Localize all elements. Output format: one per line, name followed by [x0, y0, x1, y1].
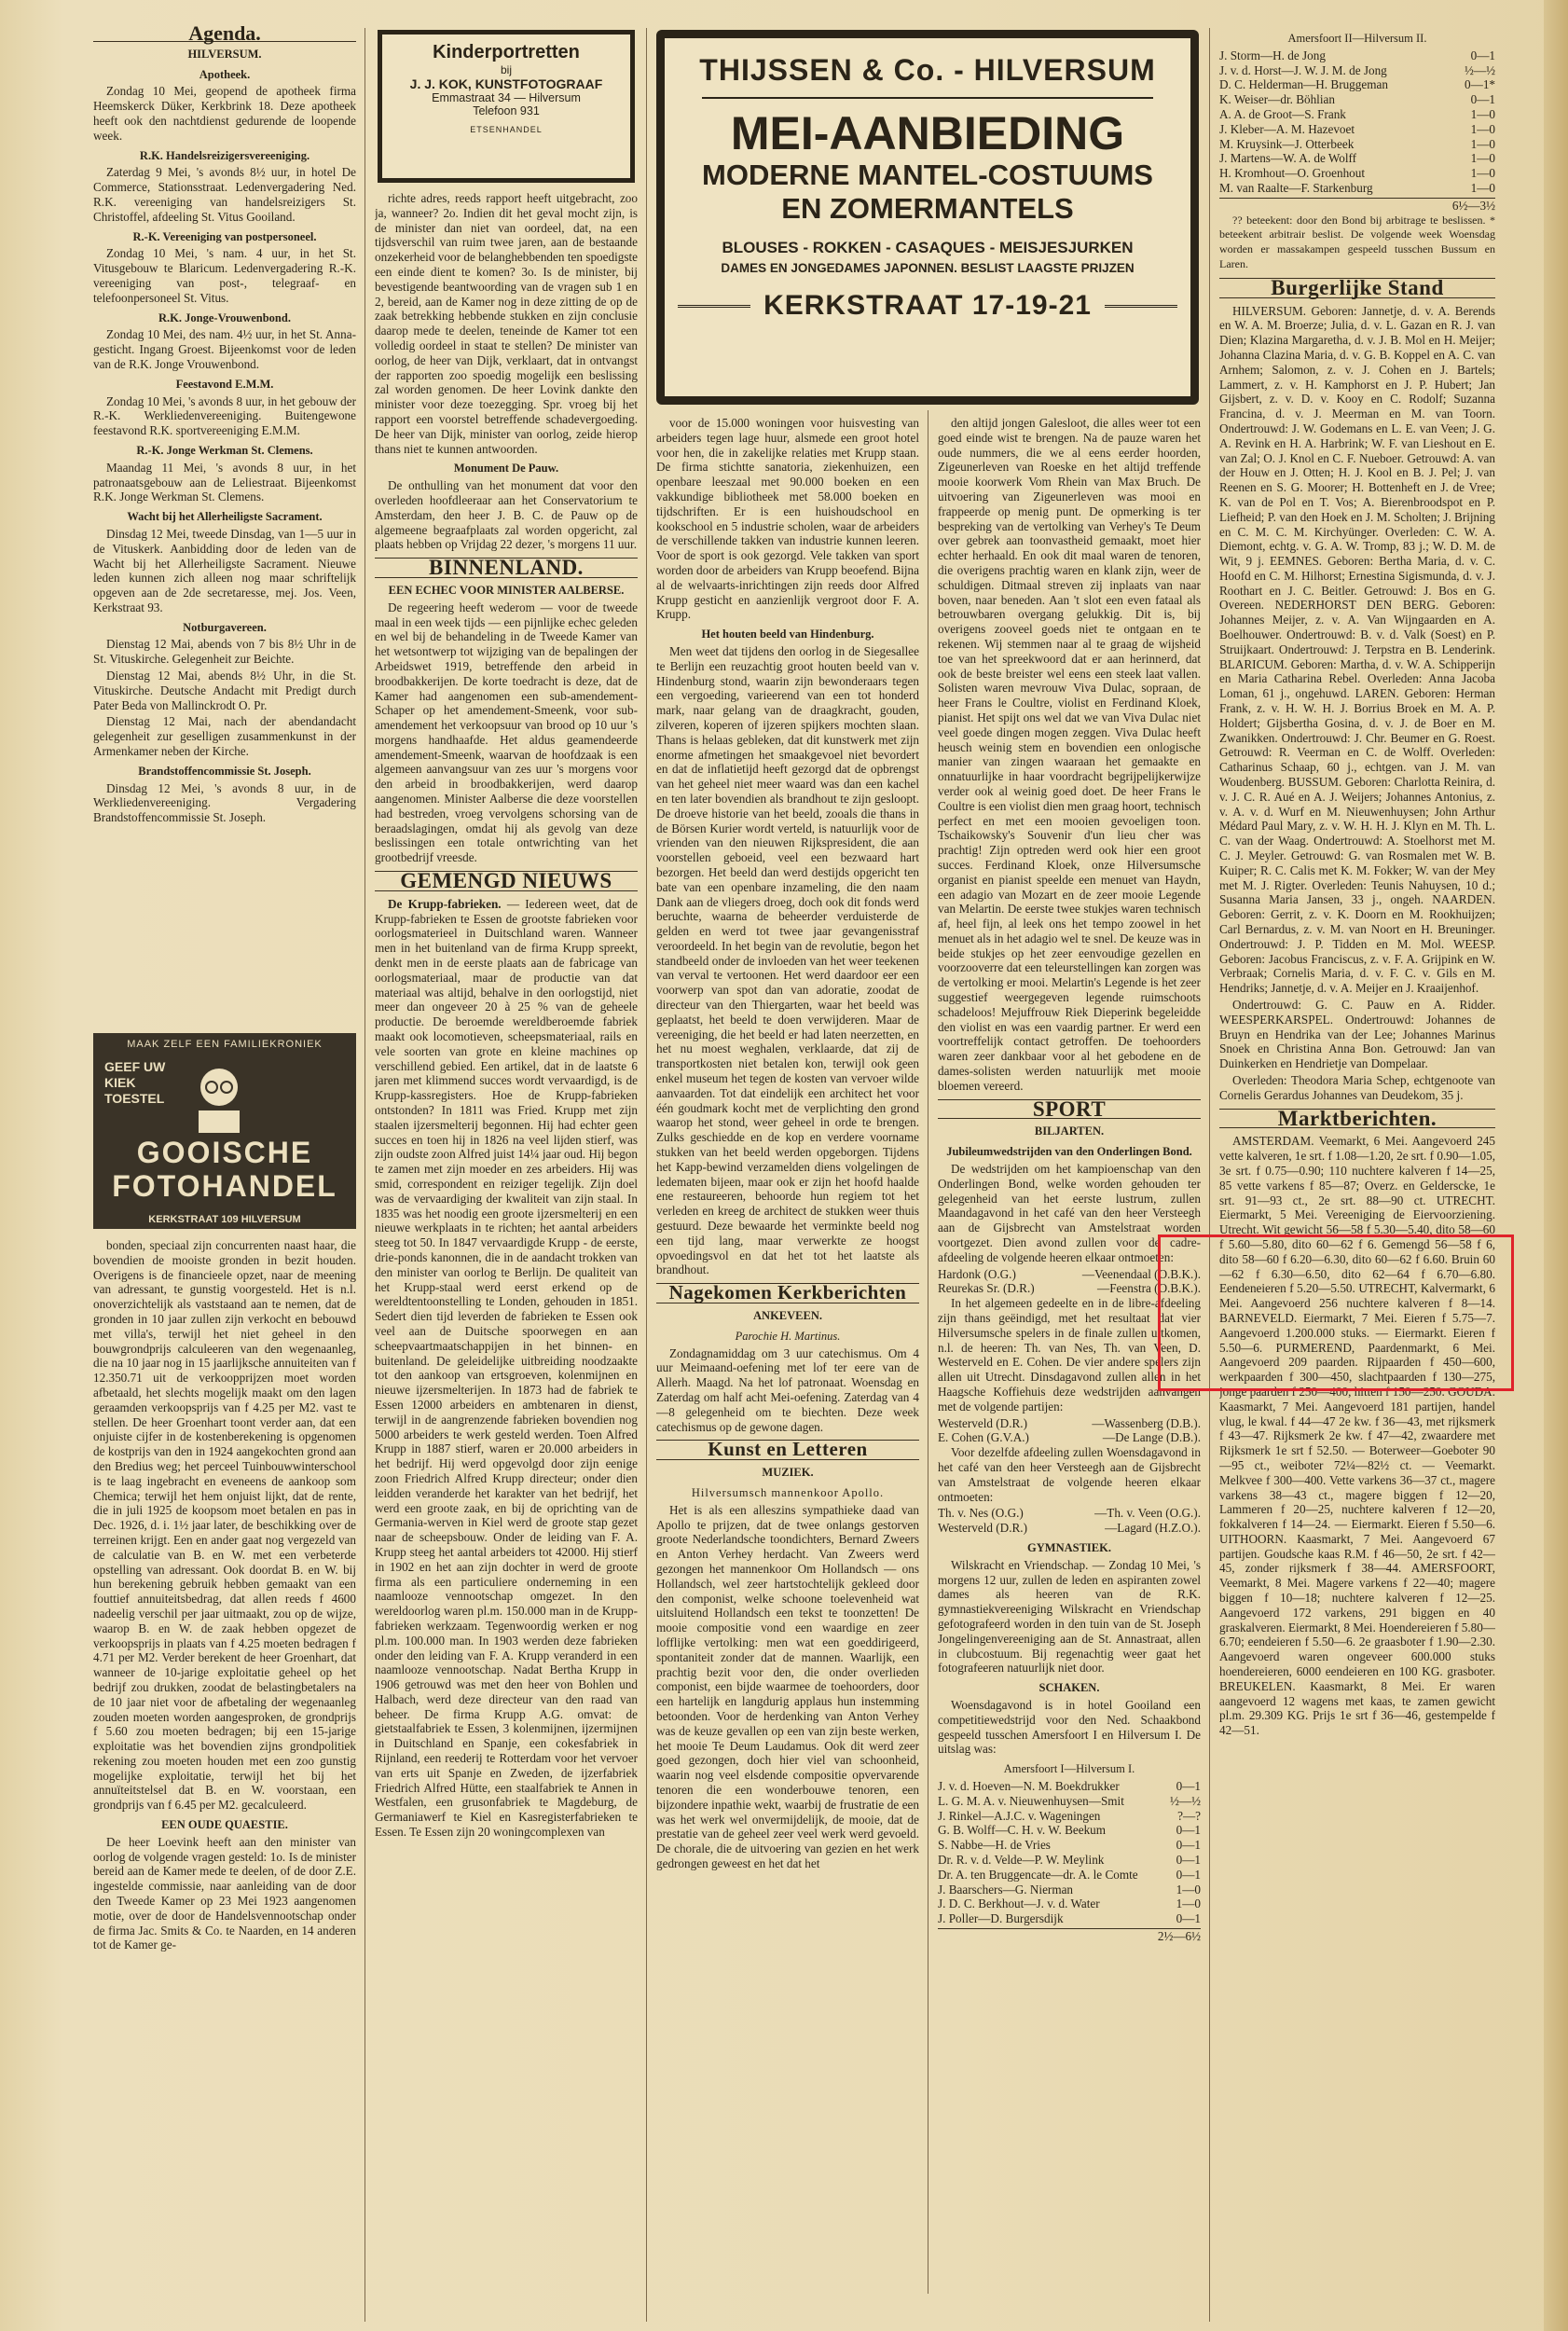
chess-score: 1—0: [1470, 136, 1495, 151]
player: Th. v. Nes (O.G.): [938, 1506, 1024, 1521]
agenda-heading: R.K. Jonge-Vrouwenbond.: [158, 310, 291, 324]
section-heading-marktberichten: Marktberichten.: [1219, 1109, 1495, 1129]
ad-footer: ETSENHANDEL: [470, 125, 543, 134]
ad-text: bij: [500, 63, 512, 76]
column-krupp-continued: [656, 416, 919, 2292]
article-heading: SCHAKEN.: [1038, 1681, 1100, 1695]
column-rule: [364, 28, 365, 2322]
chess-result-row: [1219, 48, 1495, 63]
highlighted-registry-text: Ondertrouwd: G. C. Pauw en A. Ridder. WEESPERKARSPEL. Ondertrouwd: Johannes de Bruyn en Hendrika van der Lee; Johannes Marinus Snoek en Christina Anna Bon. Getrouwd: Jan van Duinkerken en Hendrietje van Dompelaar.: [1219, 998, 1495, 1071]
column-rule: [646, 28, 647, 2322]
agenda-text: Maandag 11 Mei, 's avonds 8 uur, in het patronaatsgebouw aan de Leliestraat. Bijeenkomst R.K. Jonge Werkman St. Clemens.: [93, 460, 356, 504]
chess-score: ?—?: [1177, 1808, 1201, 1823]
agenda-text: Dinsdag 12 Mei, 's avonds 8 uur, in de Werkliedenvereeniging. Vergadering Brandstoffencommissie St. Joseph.: [93, 780, 356, 825]
article-text: De heer Loevink heeft aan den minister van oorlog de volgende vragen gesteld: 1o. Is de minister bereid aan de Kamer mede te deelen, of de door Z.E. ingestelde commissie, naar aanleiding van de door den Tweede Kamer op 23 Mei 1923 aangenomen motie, over de door de Handelsvennootschap onder de firma Jac. Smits & Co. te Naarden, en 14 anderen tot de Kamer ge-: [93, 1834, 356, 1952]
article-heading: Het houten beeld van Hindenburg.: [701, 628, 874, 641]
article-subheading: Jubileumwedstrijden van den Onderlingen Bond.: [946, 1145, 1192, 1159]
chess-notes: ?? beteekent: door den Bond bij arbitrage te beslissen. * beteekent arbitrair beslist. De volgende week Woensdag worden er massakampen gespeeld tusschen Bussum en Laren.: [1219, 213, 1495, 270]
player: —Th. v. Veen (O.G.).: [1094, 1506, 1201, 1521]
market-text: AMSTERDAM. Veemarkt, 6 Mei. Aangevoerd 245 vette kalveren, 1e srt. f 1.08—1.20, 2e srt. f 0.90—1.05, 3e srt. f 0.75—0.90; 110 nuchtere kalveren f 14—25, 85 vette varkens f 85—87; Overz. en Gelderscke, 1e srt. 91—93 ct., 2e srt. 88—90 ct. UTRECHT. Eiermarkt, 5 Mei. Vereeniging de Eiervoorziening. Utrecht. Wit gewicht 56—58 f 5.30—5.40, dito 58—60 f 5.60—5.80, dito 60—62 f 6. Gemengd 56—58 f 6, dito 58—60 f 6.20—6.30, dito 60—62 f 6.60. Bruin 60—62 f 6.30—6.50, dito 62—64 f 6.70—6.80. Eendeneieren f 5.20—5.50. UTRECHT, Kalvermarkt, 6 Mei. Aangevoerd 256 nuchtere kalveren f 8—14. BARNEVELD. Eiermarkt, 7 Mei. Eieren f 5.75—7. Aangevoerd 1.200.000 stuks. — Eiermarkt. Eieren f 5.50—6. PURMEREND, Paardenmarkt, 6 Mei. Aangevoerd 209 paarden. Rijpaarden f 450—600, werkpaarden f 300—450, slachtpaarden f 130—275, jonge paarden f 250—400, hitten f 150—250. GOUDA. Kaasmarkt, 7 Mei. Aangevoerd 181 partijen, handel vlug, le kwal. f 44—47 2e kw. f 36—43, met rijksmerk f 43—47. Rijksmerk 2e kw. f 47—42, zwaardere met Rijksmerk 1e srt f 52.50. — Boterweer—Goeboter 90—95 ct., weiboter 72¼—82½ ct. — Veemarkt. Melkvee f 300—400. Vette varkens 36—37 ct., magere varkens 38—43 ct., magere biggen f 12—20, Lammeren f 20—25, nuchtere kalveren f 12—20, fokkalveren f 14—24. — Eiermarkt. Eieren f 5.50—6. UITHOORN. Kaasmarkt, 7 Mei. Aangevoerd 67 partijen. Goudsche kaas R.M. f 46—50, 2e srt. f 42—45, zonder rijksmerk f 38—44. AMERSFOORT, Veemarkt, 8 Mei. Magere varkens f 22—40; magere biggen f 10—18; nuchtere kalveren f 12—25. Aangevoerd 172 varkens, 291 biggen en 40 graskalveren. Eiermarkt, 8 Mei. Hoendereieren f 5.80—6.70; eendeieren f 5.50—6. 2e graasboter f 1.90—2.30. Aangevoerd waren ongeveer 600.000 stuks hoendereieren, 6000 eendeieren en 100 KG. grasboter. BREUKELEN. Kaasmarkt, 8 Mei. Er waren aangevoerd 12 wagens met kaas, te zamen gewicht pl.m. 29.309 KG. Prijs 1e srt f 36—46, gestempelde f 42—51.: [1219, 1134, 1495, 1738]
article-text: De wedstrijden om het kampioenschap van den Onderlingen Bond, welke worden gehouden ter gelegenheid van het eerste lustrum, zullen Maandagavond in het café van den heer Versteegh aan de Gijsbrecht van Amstelstraat worden voortgezet. Dien avond zullen voor de cadre-afdeeling de volgende heeren elkaar ontmoeten:: [938, 1162, 1201, 1264]
chess-score: 0—1: [1176, 1867, 1201, 1882]
chess-score: 0—1*: [1465, 77, 1495, 92]
match-row: [938, 1416, 1201, 1431]
ad-products: BLOUSES - ROKKEN - CASAQUES - MEISJESJURKEN: [722, 239, 1134, 256]
section-heading-sport: SPORT: [938, 1099, 1201, 1120]
chess-score: 1—0: [1470, 121, 1495, 136]
chess-score: 0—1: [1470, 92, 1495, 107]
chess-result-row: [1219, 181, 1495, 196]
chess-result-row: [1219, 166, 1495, 181]
player: —Wassenberg (D.B.).: [1092, 1415, 1201, 1430]
agenda-title: Agenda.: [93, 26, 356, 42]
article-text: Men weet dat tijdens den oorlog in de Siegesallee te Berlijn een reuzachtig groot houten beeld van v. Hindenburg stond, waarin zijn bewonderaars tegen een vergoeding, varieerend van een tot honderd mark, naar gelang van de draagkracht, gouden, zilveren, koperen of ijzeren spijkers mochten slaan. Thans is helaas gebleken, dat dit kunstwerk met zijn enorme afmetingen het smaakgevoel niet bevordert en dat de inflatietijd heeft gezorgd dat de opbrengst van het geheel niet meer waard was dan een kachel en ten later bovendien als brandhout te zijn gesloopt. De droeve historie van het beeld, zooals die thans in de Börsen Kurier wordt verteld, is natuurlijk voor de vrienden van den nieuwen Rijkspresident, die aan voorstellen geboeid, veel een bezwaard hart bezorgen. Het beeld dan werd destijds opgericht ten bate van een openbare inzameling, die den naam Dank aan de vliegers droeg, doch ook dit fonds werd beruchte, waarna de beheerder verduisterde de gelden en werd tot twee jaar gevangenisstraf veroordeeld. In het begin van de revolutie, begon het standbeeld onder de invloeden van het weer teekenen van verval te vertoonen. Het werd daardoor eer een voorwerp van spot dan van adoratie, zoodat de directeur van den Thiergarten, waar het beeld was geplaatst, het beeld te doen verwijderen. Maar de vereeniging, die het beeld er had laten neerzetten, en het nu moest weghalen, verklaarde, dat zij de transportkosten niet betalen kon, terwijl ook geen enkel museum het tegen de kosten van vervoer wilde aanvaarden. Tot dat eindelijk een architect het voor één goudmark kocht met de verplichting den grond waarop het stond, weer geheel in orde te brengen. Zulks geschiedde en de kop en verdere voorname stukken van het beeld werden opgeborgen. Tijdens het Kapp-bewind verzamelden diens volgelingen de ledematen bijeen, maar ook er zijn het hoofd haalde ene restaureeren, behoorde hun regiem tot het verleden en kreeg de architect de stukken weer thuis gestuurd. Deze bewaarde het verminkte beeld nog een tijd lang, maar verwerkte ze hoogst opvoedingsvol en dat het tot het laatste als brandhout.: [656, 643, 919, 1277]
column-binnenland: [375, 191, 638, 2294]
page-edge: [1544, 0, 1568, 2331]
chess-result-row: [1219, 63, 1495, 78]
chess-result-row: [938, 1897, 1201, 1911]
chess-score: 0—1: [1176, 1911, 1201, 1926]
chess-result-row: [938, 1809, 1201, 1824]
player: Westerveld (D.R.): [938, 1521, 1027, 1536]
chess-result-row: [1219, 151, 1495, 166]
chess-result-row: [938, 1823, 1201, 1838]
chess-score: 1—0: [1470, 106, 1495, 121]
agenda-heading: R.-K. Vereeniging van postpersoneel.: [132, 229, 317, 243]
chess-result-row: [938, 1794, 1201, 1809]
agenda-text: Zondag 10 Mei, 's nam. 4 uur, in het St. Vitusgebouw te Blaricum. Ledenvergadering R.-K. vereeniging van post-, telegraaf- en telefoonpersoneel St. Vitus.: [93, 246, 356, 305]
ad-subheadline: MODERNE MANTEL-COSTUUMS: [702, 159, 1153, 191]
ad-phone: Telefoon 931: [473, 104, 540, 117]
ad-subheadline: EN ZOMERMANTELS: [781, 192, 1074, 225]
column-rule: [1209, 28, 1210, 2322]
agenda-city: HILVERSUM.: [187, 47, 262, 61]
chess-result-row: [938, 1868, 1201, 1883]
match-row: [938, 1521, 1201, 1536]
article-text: — Iedereen weet, dat de Krupp-fabrieken te Essen de grootste fabrieken voor oorlogsmaterieel in Duitschland waren. Wanneer men in het buitenland van de firma Krupp spreekt, denkt men in de eerste plaats aan de fabricage van oorlogsmateriaal, maar de productie van dat materiaal was altijd, behalve in den oorlogstijd, niet meer dan ongeveer 20 à 25 % van de geheele productie. De beroemde wereldberoemde fabriek maakt ook locomotieven, scheepsmateriaal, rails en vele soorten van grote en kleine machines op verschillend gebied. Een artikel, dat in de laatste 6 jaren met klimmend succes wordt vervaardigd, is de Krupp-kassregisters. Hoe de Krupp-fabrieken ontstonden? In 1811 was Fried. Krupp met zijn staalen ijzersmelterij begonnen. Hij had echter geen succes en toen hij in 1826 na veel lijden stierf, was zijn oudste zoon Alfred juist 14¼ jaar oud. Hij begon te zamen met zijn moeder en zes arbeiders. Hij was smid, correspondent en reiziger tegelijk. Zijn doel was de vervaardiging der kwaliteit van zijn staal. In 1835 was het noodig een groote ijzersmelterij en een nieuwe werkplaats in te richten; het aantal arbeiders steeg tot 50. In 1847 vervaardigde Krupp - de eerste, drie-ponds kanonnen, die in de aandacht trokken van den minister van oorlog te Berlijn. De qualiteit van het Krupp-staal werd eerst erkend op de wereldtentoonstelling te Londen, gehouden in 1851. Sedert dien tijd leverden de fabrieken te Essen ook veel aan de Duitsche spoorwegen en aan scheepvaartmaatschappijen in het binnen- en buitenland. De geleidelijke uitbreiding noodzaakte tot den aankoop van ertsgroeven, kolenmijnen en nieuwe ijzersmelterijen. In 1873 had de fabriek te Essen 12000 arbeiders en ambtenaren in dienst, terwijl in de aangrenzende fabrieken bovendien nog 5000 arbeiders te werk gesteld werden. Toen Alfred Krupp in 1887 stierf, waren er 20.000 arbeiders in het bedrijf. Hij werd opgevolgd door zijn eenige zoon Friedrich Alfred Krupp directeur; onder dien leidden veranderde het karakter van het bedrijf, het werd een groote zaak, en bij de oprichting van de Germania-werven in Kiel werd de groote stap gezet naar de scheepsbouw. Onder de leiding van F. A. Krupp steeg het aantal arbeiders tot 42000. Hij stierf in 1902 en het aan zijn dochter in werd de groote firma als een particuliere onderneming in een naamlooze vennootschap omgezet. In den wereldoorlog waren pl.m. 150.000 man in de Krupp-fabrieken werkzaam. Tegenwoordig werken er nog pl.m. 100.000 man. In 1903 werden deze fabrieken onder den leiding van F. A. Krupp veranderd in een naamlooze vennootschap. Nadat Bertha Krupp in 1906 getrouwd was met den heer von Bohlen und Halbach, werd deze directeur van den raad van beheer. De firma Krupp A.G. omvat: de gietstaalfabriek te Essen, 3 kolenmijnen, ijzermijnen in Duitschland en Spanje, een cokesfabriek in Rijnland, een reederij te Rotterdam voor het vervoer van erts uit Spanje en Zweden, de ijzerfabriek Friedrich Alfred Hütte, een staalfabriek te Annen in Westfalen, een grusonfabriek te Magdeburg, de Germaniawerf te Kiel en Kasregisterfabrieken te Essen. Te Essen zijn 20 woningcomplexen van: [375, 896, 638, 1840]
chess-result-row: [938, 1853, 1201, 1868]
agenda-text: Dienstag 12 Mai, nach der abendandacht gelegenheit zur geselligen zusammenkunst in der Armenkamer neben der Kirche.: [93, 714, 356, 759]
ad-brand: THIJSSEN & Co. - HILVERSUM: [699, 53, 1156, 87]
player: —Feenstra (O.B.K.).: [1097, 1281, 1201, 1296]
article-text: Wilskracht en Vriendschap. — Zondag 10 Mei, 's morgens 12 uur, zullen de leden en aspiranten zowel dames als heeren van de R.K. gymnastiekvereeniging Wilskracht en Vriendschap gefotografeerd worden in den tuin van de St. Joseph Jongelingenvereeniging aan de St. Annastraat, allen in clubcostuum. Bij regenachtig weer gaat het fotografeeren natuurlijk niet door.: [938, 1557, 1201, 1676]
agenda-text: Dienstag 12 Mai, abends von 7 bis 8½ Uhr in de St. Vituskirche. Gelegenheit zur Beichte.: [93, 637, 356, 667]
agenda-text: Dinsdag 12 Mei, tweede Dinsdag, van 1—5 uur in de Vituskerk. Aanbidding door de leden van de Wacht bij het Allerheiligste Sacrament. Nieuwe leden kunnen zich alleen nog maar schriftelijk opgeven aan de 2de secretaresse, mej. Jos. Veen, Kerkstraat 93.: [93, 526, 356, 614]
chess-result-row: [1219, 122, 1495, 137]
section-heading-kerkberichten: Nagekomen Kerkberichten: [656, 1283, 919, 1303]
chess-players: J. Storm—H. de Jong: [1219, 48, 1326, 62]
article-text: bonden, speciaal zijn concurrenten naast haar, die bovendien de mooiste gronden in bezit houden. Overigens is de financieele opzet, naar de meening van adressant, te gunstig voorgesteld. Het is n.l. onoverzichtelijk als vaststaand aan te nemen, dat de gronden in 10 jaar zullen zijn verkocht en bebouwd met villa's, terwijl het niet geheel in den bouwgrondprijs calculeeren van den wegenaanleg, die na 10 jaar nog in 15 jaarlijksche annuiteiten van f 12.350.71 uit de verkoopprijzen moet worden afbetaald, het slechts mogelijk maakt om den lagen geraamden verkoopsprijs van f 4.25 per M2. vast te stellen. De heer Groenhart toont verder aan, dat een onjuiste cijfer in de kostenberekening is opgenomen de kostprijs van den in 1924 aangekochten grond aan den Bredius weg; het perceel Tuinbouwwinterschool is te laag ingebracht en eveneens de aankoop som Chemica; terwijl het hem onjuist lijkt, dat de rente, die in juli 1925 de koopsom moet betalen en pas in Dec. 1926, d. i. 1½ jaar later, de beschikking over de terreinen krijgt. Een en ander gaat nog vergezeld van de calculatie van B. en W. met een verbeterde opstelling van adressant. Ook doordat B. en W. bij hun berekening gebruik hebben gemaakt van een fouttief annuiteitsbedrag, dat allen reeds f 4600 nadeelig verschil per jaar uitmaakt, zou op de wijze, waarop B. en W. de zaak hebben opgezet de verkoopsprijs in plaats van f 4.25 moeten bedragen f 4.71 per M2. Verder berekent de heer Groenhart, dat wanneer de 10-jarige exploitatie geheel op het bedrijf zou drukken, zoodat de belastingbetalers na de 10 jaar niet voor de afbetaling der wegenaanleg zouden moeten worden aangesproken, de grondprijs f 5.60 zou moeten bedragen; bij een 15-jarige exploitatie was het bovendien zijns grondpolitiek rekening zou moeten houden met een zoo gunstig mogelijke exploitatie, terwijl het bij het annuïteitstelsel dat B. en W. voorstaan, een grondprijs van f 6.45 per M2. gecalculeerd.: [93, 1238, 356, 1813]
article-heading: GYMNASTIEK.: [1027, 1540, 1111, 1554]
chess-players: J. v. d. Horst—J. W. J. M. de Jong: [1219, 62, 1387, 77]
agenda-heading: Wacht bij het Allerheiligste Sacrament.: [127, 510, 323, 524]
chess-players: A. A. de Groot—S. Frank: [1219, 106, 1346, 121]
chess-results: [938, 1779, 1201, 1926]
chess-result-row: [938, 1911, 1201, 1926]
chess-score: 0—1: [1176, 1823, 1201, 1838]
column-agenda: [93, 26, 356, 1042]
chess-players: J. Baarschers—G. Nierman: [938, 1882, 1074, 1897]
chess-players: G. B. Wolff—C. H. v. W. Beekum: [938, 1823, 1107, 1838]
chess-players: J. Rinkel—A.J.C. v. Wageningen: [938, 1808, 1101, 1823]
match-row: [938, 1430, 1201, 1445]
ad-address: Emmastraat 34 — Hilversum: [432, 91, 581, 104]
article-text: Zondagnamiddag om 3 uur catechismus. Om 4 uur Meimaand-oefening met lof ter eere van de Allerh. Maagd. Na het lof patronaat. Woensdag en Zaterdag om half acht Mei-oefening. Zaterdag van 4—8 gelegenheid om te biechten. Deze week catechismus op de gewone dagen.: [656, 1345, 919, 1434]
article-text: den altijd jongen Galesloot, die alles weer tot een goed einde wist te brengen. Na de pauze waren het oude nummers, die we al eens eerder hoorden, Zigeunerleven van Roeske en het altijd treffende mooie koorwerk Vom Rhein van Max Bruch. De uitvoering van Zigeunerleven was mooi en frappeerde op menig punt. De opmerking is ter bespreking van de vertolking van Verhey's Te Deum over gebrek aan toonvastheid gemaakt, moet hier echter herhaald. En ook dit maal waren de tenoren, die overigens prachtig waren en klank zijn, weer de schuldigen. Ditmaal streven zij inplaats van naar boven, naar beneden. Aan 't slot een even fataal als betrouwbaren overgang gelukkig. Dit is, bij overigens zooveel goeds niet te ontgaan en te rekenen. Wij stemmen naar al te graag de wijsheid toe van het spreekwoord dat er aan herinnerd, dat ook de beste breister wel eens een steek laat vallen. Solisten waren mevrouw Viva Dulac, sopraan, de heer Frans le Coultre, violist en Ferdinand Kloek, pianist. Het spijt ons wel dat we van Viva Dulac niet veel goede dingen mogen zeggen. Viva Dulac heeft heusch weinig stem en bovendien een onlogische manier van zingen waaraan het gemaakte en onnatuurlijke in haar voordracht begrijpelijkerwijze verder ook al weinig goed doet. De heer Frans le Coultre is een violist dien men graag hoort, technisch perfect en met een mooien gevoeligen toon. Tschaikowsky's Souvenir d'un lieu cher was prachtig! Zijn optreden werd ook hier een groot succes. Ferdinand Kloek, onze Hilversumsche organist en pianist speelde een menuet van Haydn, een adagio van Mozart en de zeer mooie Legende van Melartin. De eerste twee stukjes waren technisch af, heel fijn, al leek ons het tempo zoowel in het menuet als in het adagio wel te snel. De keuze was in beide stukjes op het zeer eenvoudige gezellen en voorzooverre dat een teleurstellingen kan zorgen was de vertolking er mooi. Melartin's Legende is het zeer suggestief weergegeven legende ruimschoots schadeloos! Mejuffrouw Riek Dieperink begeleidde den violist en was een vaardig partner. Er werd een voortreffelijk contact getroffen. De toehoorders waren zeer dankbaar voor al het gebodene en de dames-solisten werden natuurlijk met mooie bloemen vereerd.: [938, 416, 1201, 1093]
thijssen-advertisement: [656, 30, 1199, 405]
column-agenda-continued: [93, 1238, 356, 2292]
article-heading: Monument De Pauw.: [453, 462, 559, 476]
column-burgerlijke-stand: [1219, 26, 1495, 2292]
article-text: voor de 15.000 woningen voor huisvesting van arbeiders tegen lage huur, alsmede een groot hotel voor hen, die in zakelijke relaties met Krupp staan. De firma stichtte sanatoria, ziekenhuizen, een openbare leeszaal met 90.000 boeken en een vakkundige bibliotheek met 58.000 boeken en tijdschriften. Er is een huishoudschool en kookschool en 5 industrie scholen, waar de arbeiders de verschillende takken van industrie kunnen leeren. Voor de sport is ook gezorgd. Vele takken van sport worden door de arbeiders van Krupp beoefend. Bijna al de welvaarts-inrichtingen zijn reeds door Alfred Krupp gesticht en aanzienlijk vergroot door F. A. Krupp.: [656, 416, 919, 622]
chess-score: 0—1: [1470, 48, 1495, 62]
ad-divider: [678, 305, 750, 308]
chess-score: 1—0: [1470, 151, 1495, 166]
article-heading: EEN OUDE QUAESTIE.: [161, 1818, 288, 1832]
agenda-heading: Brandstoffencommissie St. Joseph.: [138, 764, 311, 778]
article-heading: MUZIEK.: [762, 1466, 814, 1480]
ad-address-row: [678, 290, 1177, 322]
chess-players: S. Nabbe—H. de Vries: [938, 1838, 1051, 1853]
agenda-heading: R.-K. Jonge Werkman St. Clemens.: [136, 443, 313, 457]
photo-ad-name: FOTOHANDEL: [112, 1169, 337, 1203]
chess-players: Dr. R. v. d. Velde—P. W. Meylink: [938, 1852, 1105, 1867]
article-lead: De Krupp-fabrieken.: [388, 896, 502, 911]
article-text: Voor dezelfde afdeeling zullen Woensdagavond in het café van den heer Versteegh aan de Gijsbrecht van Amstelstraat de volgende heeren elkaar ontmoeten:: [938, 1445, 1201, 1504]
chess-score: 1—0: [1470, 166, 1495, 181]
section-heading-burgerlijke-stand: Burgerlijke Stand: [1219, 278, 1495, 298]
article-text: richte adres, reeds rapport heeft uitgebracht, zoo ja, wanneer? 2o. Indien dit het geval mocht zijn, is de minister dan niet van oordeel, dat, na een tijdsverschil van ruim twee jaren, aan de bestaande onzekerheid voor de belanghebbenden ten spoedigste een einde dient te komen? 3o. Is de minister, bij bevestigende beantwoording van de vragen sub 1 en 2, bereid, aan de Kamer nog in deze zitting de op de zaak betrekking hebbende stukken en zijn conclusie daarop mede te deelen, teneinde de Kamer tot een volledig oordeel in staat te stellen? De minister van oorlog, de heer van Dijk, verklaart, dat in ontvangst der rapporten zoo spoedig mogelijk een beslissing zal worden genomen. De heer Lovink dankte den minister voor deze toezegging. Spr. vroeg bij het rapport een voorstel betreffende schadevergoeding. De heer van Dijk, minister van oorlog, zeide hierop thans niet te kunnen antwoorden.: [375, 191, 638, 456]
player: —Lagard (H.Z.O.).: [1105, 1521, 1201, 1536]
article-text: De onthulling van het monument dat voor den overleden hoofdleeraar aan het Conservatorium te Amsterdam, den heer J. B. C. de Pauw op de algemeene begraafplaats zal worden opgericht, zal plaats hebben op Vrijdag 22 dezer, 's morgens 11 uur.: [375, 478, 638, 552]
photo-ad-tagline: MAAK ZELF EEN FAMILIEKRONIEK: [127, 1039, 323, 1050]
chess-result-row: [938, 1838, 1201, 1853]
chess-players: L. G. M. A. v. Nieuwenhuysen—Smit: [938, 1793, 1124, 1808]
article-text: De regeering heeft wederom — voor de tweede maal in een week tijds — een pijnlijke echec geleden en wel bij de behandeling in de Tweede Kamer van het wetsontwerp tot wijziging van de bepalingen der Arbeidswet 1919, betreffende den arbeid in broodbakkerijen. De korte toedracht is deze, dat de Kamer had aangenomen een sub-amendement-Schaper op het amendement-Smeenk, voor sub-amendement het verkoopsuur van brood op 10 uur 's morgens handhaafde. Het aldus geamendeerde amendement-Smeenk, waarvan de hoofdzaak is een algemeen aanvangsuur van zes uur 's morgens voor den arbeid in broodbakkerijen, werd daarop aangenomen. Minister Aalberse die deze voorstellen had bestreden, vroeg vervolgens schorsing van de beraadslagingen, omdat hij als gevolg van deze beslissingen een totale ontwrichting van het grootbedrijf vreesde.: [375, 600, 638, 865]
agenda-text: Zondag 10 Mei, 's avonds 8 uur, in het gebouw der R.-K. Werkliedenvereeniging. Buitengewone feestavond R.K. sportvereeniging E.M.M.: [93, 393, 356, 438]
chess-match-heading: Amersfoort II—Hilversum II.: [1287, 32, 1427, 45]
agenda-heading: Feestavond E.M.M.: [175, 377, 274, 391]
chess-match-heading: Amersfoort I—Hilversum I.: [1003, 1762, 1135, 1776]
agenda-heading: Apotheek.: [199, 67, 251, 81]
chess-result-row: [938, 1779, 1201, 1794]
photo-ad-slogan: GEEF UW KIEK TOESTEL: [104, 1059, 166, 1106]
ad-divider: [1105, 305, 1177, 308]
photo-ad-name: GOOISCHE: [136, 1136, 313, 1169]
chess-result-row: [938, 1883, 1201, 1897]
match-row: [938, 1506, 1201, 1521]
chess-score: 0—1: [1176, 1838, 1201, 1853]
chess-score: 0—1: [1176, 1778, 1201, 1793]
chess-players: J. Martens—W. A. de Wolff: [1219, 151, 1357, 166]
chess-total: 2½—6½: [938, 1928, 1201, 1944]
article-heading: BILJARTEN.: [1034, 1124, 1105, 1138]
portrait-photographer-ad: [378, 30, 635, 183]
article-text: Het is als een alleszins sympathieke daad van Apollo te prijzen, dat de twee onlangs gestorven groote Nederlandsche toondichters, Bernard Zweers en Anton Verhey herdacht. Van Zweers werd gezongen het mannenkoor Om Hollandsch — ons Hollandsch, wel zeer hartstochtelijk gekleed door den componist, welke schoone toelevenheid wat uitsluitend Hollandsch een tekst te toonzetten! De mooie compositie vond een waardige en zeer lofflijke vertolking: men wat een goeddirigeerd, spontaniteit zonder dat de mannen. Waarlijk, een prachtig bezit voor den, die onder overlieden componist, een bijde waarmee de toehoorders, door een hartelijk en langdurig applaus hun instemming betoonden. Voor de herdenking van Anton Verhey was de keuze gevallen op een van zijn beste werken, het mooie Te Deum Laudamus. Ook dit werd zeer goed gezongen, doch hier viel van schoonheid, waarin nog veel elsdende compositie opvervarende tenoren die een wonderbouwe tenoren, een bijzondere inpathie wekt, waarbij de frustratie de een was het werk wel onvermijdelijk, de mooie, dat de prestatie van de geheel zeer veel werk werd gevoeld. De chorale, die de uitvoering van gezien en het werk gedrongen geweest en het dat het: [656, 1502, 919, 1870]
highlight-box: [1158, 1234, 1514, 1391]
article-text: Woensdagavond is in hotel Gooiland een competitiewedstrijd voor den Ned. Schaakbond gespeeld tusschen Amersfoort I en Hilversum I. De uitslag was:: [938, 1697, 1201, 1757]
player: E. Cohen (G.V.A.): [938, 1430, 1029, 1445]
chess-score: ½—½: [1465, 62, 1495, 77]
chess-players: M. Kruysink—J. Otterbeek: [1219, 136, 1355, 151]
ad-name: J. J. KOK, KUNSTFOTOGRAAF: [409, 76, 603, 91]
chess-result-row: [1219, 107, 1495, 122]
agenda-text: Zondag 10 Mei, geopend de apotheek firma Heemskerck Düker, Kerkbrink 18. Deze apotheek heeft ook den nachtdienst gedurende de loopende week.: [93, 84, 356, 143]
player: Westerveld (D.R.): [938, 1415, 1027, 1430]
chess-players: J. Kleber—A. M. Hazevoet: [1219, 121, 1355, 136]
agenda-heading: Notburgavereen.: [183, 620, 267, 634]
ad-address: KERKSTRAAT 17-19-21: [763, 290, 1092, 321]
player: Reurekas Sr. (D.R.): [938, 1281, 1035, 1296]
article-heading: EEN ECHEC VOOR MINISTER AALBERSE.: [388, 583, 625, 597]
chess-score: 0—1: [1176, 1852, 1201, 1867]
chess-score: 1—0: [1470, 180, 1495, 195]
reading-man-illustration: [182, 1059, 256, 1134]
section-heading-kunst: Kunst en Letteren: [656, 1440, 919, 1460]
agenda-text: Zaterdag 9 Mei, 's avonds 8½ uur, in hotel De Commerce, Stationsstraat. Ledenvergadering Ned. R.K. vereeniging van handelsreizigers St. Christoffel, afdeeling St. Vitus Gooiland.: [93, 165, 356, 224]
agenda-heading: R.K. Handelsreizigersvereeniging.: [139, 148, 310, 162]
chess-players: K. Weiser—dr. Böhlian: [1219, 92, 1335, 107]
chess-result-row: [1219, 92, 1495, 107]
chess-players: M. van Raalte—F. Starkenburg: [1219, 180, 1373, 195]
article-text: In het algemeen gedeelte en in de libre-afdeeling zijn thans geëindigd, met het resultaat dat vier Hilversumsche spelers in de finale zullen uitkomen, n.l. de heeren: Th. van Nes, Th. van Veen, D. Westerveld en E. Cohen. De vier andere spelers zijn allen uit Utrecht. Dinsdagavond zullen allen in het Haagsche Koffiehuis deze wedstrijden aanvangen met de volgende partijen:: [938, 1296, 1201, 1414]
ad-products-2: DAMES EN JONGEDAMES JAPONNEN. BESLIST LAAGSTE PRIJZEN: [721, 261, 1135, 275]
chess-score: 1—0: [1176, 1882, 1201, 1897]
ad-headline: MEI-AANBIEDING: [730, 107, 1125, 159]
player: Hardonk (O.G.): [938, 1266, 1016, 1281]
chess-players: Dr. A. ten Bruggencate—dr. A. le Comte: [938, 1867, 1138, 1882]
ad-title: Kinderportretten: [433, 42, 580, 62]
chess-results: [1219, 48, 1495, 196]
chess-total: 6½—3½: [1219, 198, 1495, 214]
chess-result-row: [1219, 77, 1495, 92]
registry-text: HILVERSUM. Geboren: Jannetje, d. v. A. Berends en W. A. M. Broerze; Julia, d. v. L. Gazan en R. J. van Dien; Klazina Margaretha, d. v. J. B. Mol en H. Meijer; Johanna Clazina Maria, d. v. G. B. Koppel en A. C. van Arnhem; Salomon, z. v. J. Cohen en J. Bartels; Lammert, z. v. H. Kamphorst en J. P. Hubert; Jan Gijsbert, z. v. D. v. Kooy en C. Rodolf; Suzanna Francina, d. v. J. Meerman en M. van Toorn. Ondertrouwd: J. W. Godemans en L. E. van Veen; J. G. A. Revink en H. A. Harbrink; W. F. van Lieshout en E. van Zal; O. J. Knol en C. F. Nueboer. Getrouwd: A. van der Houw en J. Otten; H. J. Kool en B. J. Pel; J. van Reenen en S. G. Moorer; H. Bottenheft en J. de Vree; K. van de Pol en T. Vos; A. Bierenbroodspot en P. Liefheid; P. van den Hoek en J. M. Scholten; J. Brijning en C. M. C. M. Kirchyünger. Overleden: C. W. A. Diemont, echtg. v. G. A. W. Tromp, 83 j.; W. D. M. de Wit, 9 j. EEMNES. Geboren: Bertha Maria, d. v. C. Hoofd en C. M. Hilhorst; Ernestina Sigismunda, d. v. J. Roothart en J. C. Beitler. Getrouwd: J. Bos en G. Overeen. NEDERHORST DEN BERG. Geboren: Johannes Meijer, z. v. A. Van Wijngaarden en A. Boelhouwer. Ondertrouwd: B. v. d. Valk (Soest) en P. Struijkaart. Ondertrouwd: J. Terpstra en B. Lenderink. BLARICUM. Geboren: Martha, d. v. W. A. Schipperijn en Maria Catharina Rebel. Overleden: Anna Jacoba Loman, 61 j., ongehuwd. LAREN. Geboren: Herman Frank, z. v. H. W. H. J. Borrius Broek en M. A. P. Holdert; Gijsbertha Gosina, d. v. J. de Boer en M. Zwanikken. Ondertrouwd: J. Chr. Beumer en G. Roest. Getrouwd: R. Veerman en C. de Wolff. Overleden: Catharinus Schaap, 60 j., echtgen. van J. M. van Woudenberg. BUSSUM. Geboren: Charlotta Reinira, d. v. J. C. R. Aué en A. J. Weijers; Johannes Antonius, z. v. A. v. d. Wurf en M. Nieuwenhuysen; John Arthur Médard Paul Mary, z. v. W. H. H. J. Klyn en M. Th. L. C. van der Waag. Ondertrouwd: A. Stoelhorst met M. C. J. Meyler. Getrouwd: G. van Rosmalen met W. B. Kuiper; R. C. Calis met K. M. Fokker; W. van der Mey met M. J. Rigter. Overleden: Teunis Nahuysen, 10 d.; Susanna Maria Jansen, 33 j., ongeh. NAARDEN. Geboren: Gerrit, z. v. K. Doorn en M. Rookhuijzen; Carl Bernardus, z. v. M. van Noort en H. Breuninger. Ondertrouwd: J. P. Tidden en M. Mol. WEESP. Geboren: Jacobus Franciscus, z. v. F. A. Grijpink en W. Verbraak; Cornelis Maria, d. v. F. C. v. Gils en M. Hendriks; Jannetje, d. v. A. Meijer en J. Kraaijenhof.: [1219, 303, 1495, 996]
chess-score: ½—½: [1170, 1793, 1201, 1808]
player: —Veenendaal (O.B.K.).: [1081, 1266, 1201, 1281]
chess-score: 1—0: [1176, 1897, 1201, 1911]
section-heading-gemengd-nieuws: GEMENGD NIEUWS: [375, 871, 638, 891]
chess-players: H. Kromhout—O. Groenhout: [1219, 166, 1366, 181]
ad-divider: [702, 97, 1153, 99]
registry-text: Overleden: Theodora Maria Schep, echtgenoote van Cornelis Gerardus Johannes van Deudekom, 35 j.: [1219, 1072, 1495, 1102]
agenda-text: Zondag 10 Mei, des nam. 4½ uur, in het St. Anna-gesticht. Ingang Groest. Bijeenkomst voor de leden van de R.K. Jonge Vrouwenbond.: [93, 327, 356, 371]
section-heading-binnenland: BINNENLAND.: [375, 558, 638, 578]
chess-players: J. v. d. Hoeven—N. M. Boekdrukker: [938, 1778, 1120, 1793]
article-subheading: Hilversumsch mannenkoor Apollo.: [691, 1485, 885, 1499]
article-subheading: Parochie H. Martinus.: [735, 1329, 841, 1343]
player: —De Lange (D.B.).: [1102, 1430, 1201, 1445]
chess-result-row: [1219, 137, 1495, 152]
chess-players: J. D. C. Berkhout—J. v. d. Water: [938, 1897, 1100, 1911]
chess-players: D. C. Helderman—H. Bruggeman: [1219, 77, 1388, 92]
photo-ad-address: KERKSTRAAT 109 HILVERSUM: [148, 1214, 301, 1225]
article-heading: ANKEVEEN.: [753, 1309, 822, 1323]
agenda-text: Dienstag 12 Mai, abends 8½ Uhr, in die St. Vituskirche. Deutsche Andacht mit Predigt durch Pater Beda von Mallinckrodt O. Pr.: [93, 669, 356, 712]
chess-players: J. Poller—D. Burgersdijk: [938, 1911, 1064, 1926]
photo-shop-ad: [93, 1033, 356, 1229]
